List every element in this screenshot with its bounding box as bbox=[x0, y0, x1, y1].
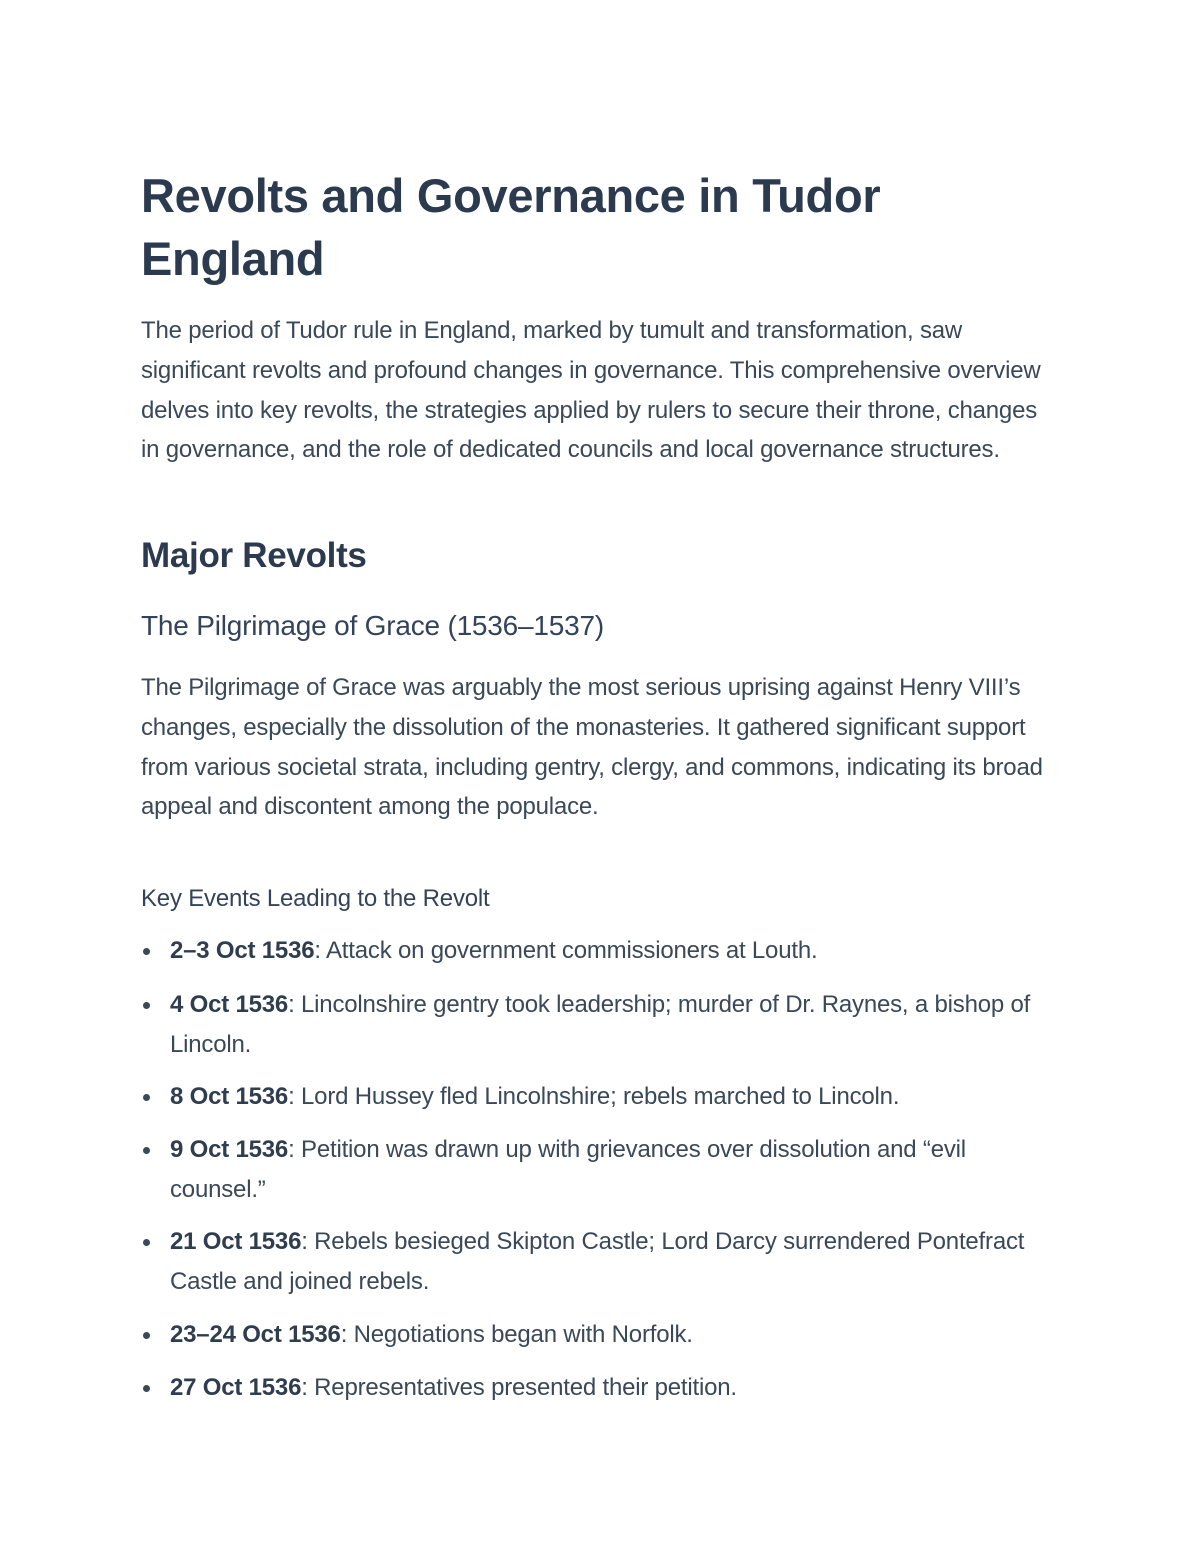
event-text: : Attack on government commissioners at Louth. bbox=[314, 937, 818, 964]
list-item bbox=[141, 1315, 1056, 1355]
event-text: : Lord Hussey fled Lincolnshire; rebels marched to Lincoln. bbox=[288, 1083, 900, 1110]
event-date: 21 Oct 1536 bbox=[170, 1228, 302, 1255]
events-heading: Key Events Leading to the Revolt bbox=[141, 885, 490, 912]
event-date: 27 Oct 1536 bbox=[170, 1374, 302, 1401]
event-text: : Rebels besieged Skipton Castle; Lord Darcy surrendered Pontefract Castle and joined rebels. bbox=[170, 1228, 1025, 1295]
subsection-heading-pilgrimage-of-grace: The Pilgrimage of Grace (1536–1537) bbox=[141, 610, 605, 641]
list-item bbox=[141, 1222, 1056, 1302]
list-item bbox=[141, 1368, 1056, 1408]
event-date: 9 Oct 1536 bbox=[170, 1136, 289, 1163]
event-date: 2–3 Oct 1536 bbox=[170, 937, 315, 964]
section-heading-major-revolts: Major Revolts bbox=[141, 536, 367, 575]
list-item bbox=[141, 1130, 1056, 1210]
event-text: : Representatives presented their petition. bbox=[301, 1374, 737, 1401]
event-text: : Negotiations began with Norfolk. bbox=[340, 1321, 693, 1348]
bullet-icon bbox=[143, 1385, 150, 1392]
bullet-icon bbox=[143, 1147, 150, 1154]
list-item bbox=[141, 985, 1056, 1065]
event-date: 23–24 Oct 1536 bbox=[170, 1321, 341, 1348]
pilgrimage-paragraph: The Pilgrimage of Grace was arguably the most serious uprising against Henry VIII’s changes, especially the dissolution of the monasteries. It gathered significant support from various societal strata, including gentry, clergy, and commons, indicating its broad appeal and discontent among the populace. bbox=[141, 674, 1043, 821]
event-date: 8 Oct 1536 bbox=[170, 1083, 289, 1110]
event-date: 4 Oct 1536 bbox=[170, 991, 289, 1018]
bullet-icon bbox=[143, 1332, 150, 1339]
bullet-icon bbox=[143, 1239, 150, 1246]
intro-paragraph: The period of Tudor rule in England, marked by tumult and transformation, saw significant revolts and profound changes in governance. This comprehensive overview delves into key revolts, the strategies applied by rulers to secure their throne, changes in governance, and the role of dedicated councils and local governance structures. bbox=[141, 317, 1041, 464]
event-text: : Petition was drawn up with grievances over dissolution and “evil counsel.” bbox=[170, 1136, 966, 1203]
page-title: Revolts and Governance in Tudor England bbox=[141, 169, 881, 285]
bullet-icon bbox=[143, 1002, 150, 1009]
list-item bbox=[141, 1077, 1056, 1117]
bullet-icon bbox=[143, 948, 150, 955]
bullet-icon bbox=[143, 1094, 150, 1101]
list-item bbox=[141, 931, 1056, 971]
event-text: : Lincolnshire gentry took leadership; murder of Dr. Raynes, a bishop of Lincoln. bbox=[170, 991, 1031, 1058]
